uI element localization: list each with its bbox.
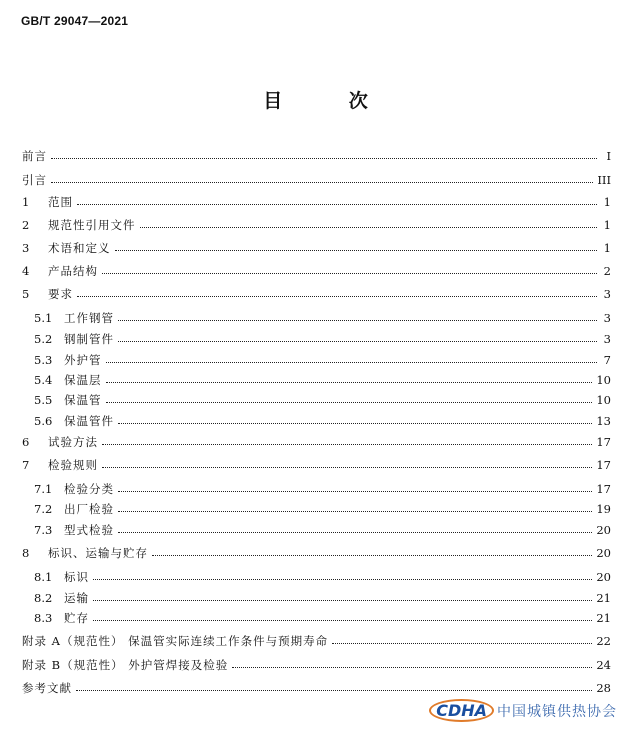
toc-entry[interactable] (22, 543, 611, 563)
toc-leader-dots (102, 466, 592, 468)
toc-entry-label: 保温管件 (64, 414, 114, 428)
toc-entry-number: 7.3 (34, 523, 53, 537)
toc-entry-label: 检验规则 (48, 458, 98, 472)
toc-entry-label: 要求 (48, 287, 73, 301)
toc-entry-number: 2 (22, 218, 30, 232)
toc-leader-dots (232, 666, 592, 668)
toc-entry[interactable] (22, 655, 611, 675)
toc-entry-label: 贮存 (64, 611, 89, 625)
toc-leader-dots (118, 340, 597, 342)
toc-entry-number: 5.4 (34, 373, 53, 387)
toc-entry-number: 5.3 (34, 353, 53, 367)
toc-entry[interactable] (22, 678, 611, 698)
toc-leader-dots (140, 226, 598, 228)
toc-leader-dots (51, 181, 593, 183)
toc-entry-label: 规范性引用文件 (48, 218, 136, 232)
toc-entry-page: 20 (596, 523, 611, 537)
toc-entry[interactable] (22, 631, 611, 651)
toc-entry[interactable] (34, 479, 611, 499)
toc-leader-dots (118, 531, 592, 533)
toc-entry[interactable] (34, 499, 611, 519)
toc-entry-page: 2 (603, 264, 611, 278)
toc-entry-number: 6 (22, 435, 30, 449)
toc-entry-page: 24 (596, 658, 611, 672)
toc-leader-dots (152, 554, 592, 556)
toc-entry-page: 20 (596, 546, 611, 560)
toc-entry-number: 7 (22, 458, 30, 472)
toc-entry-page: 10 (596, 373, 611, 387)
toc-entry-number: 5.2 (34, 332, 53, 346)
toc-leader-dots (106, 361, 598, 363)
toc-entry[interactable] (22, 261, 611, 281)
toc-entry-page: 21 (596, 611, 611, 625)
toc-entry[interactable] (22, 284, 611, 304)
watermark-logo-icon: CDHA (429, 699, 494, 722)
toc-entry[interactable] (22, 238, 611, 258)
toc-entry-label: 试验方法 (48, 435, 98, 449)
toc-entry[interactable] (34, 608, 611, 628)
toc-entry-page: 10 (596, 393, 611, 407)
toc-entry-label: 术语和定义 (48, 241, 111, 255)
toc-entry-label: 检验分类 (64, 482, 114, 496)
toc-entry-number: 8.3 (34, 611, 53, 625)
toc-entry-label: 引言 (22, 173, 47, 187)
watermark-text: 中国城镇供热协会 (497, 703, 617, 720)
toc-entry-page: 1 (603, 218, 611, 232)
toc-entry-label: 型式检验 (64, 523, 114, 537)
toc-entry-label: 参考文献 (22, 681, 72, 695)
toc-entry-page: 21 (596, 591, 611, 605)
toc-entry-number: 8.2 (34, 591, 53, 605)
toc-leader-dots (332, 642, 592, 644)
toc-entry-label: 附录 B（规范性） 外护管焊接及检验 (22, 658, 229, 672)
standard-code: GB/T 29047—2021 (21, 14, 129, 28)
toc-entry-number: 5.1 (34, 311, 53, 325)
toc-entry-number: 5.6 (34, 414, 53, 428)
toc-entry-label: 产品结构 (48, 264, 98, 278)
toc-entry-label: 保温管 (64, 393, 102, 407)
toc-entry-label: 标识、运输与贮存 (48, 546, 148, 560)
toc-entry-page: 1 (603, 195, 611, 209)
toc-entry[interactable] (22, 146, 611, 166)
toc-entry[interactable] (34, 370, 611, 390)
toc-entry-page: 17 (596, 458, 611, 472)
toc-entry[interactable] (34, 390, 611, 410)
toc-entry-label: 运输 (64, 591, 89, 605)
toc-leader-dots (106, 381, 593, 383)
toc-leader-dots (77, 295, 597, 297)
toc-entry-label: 附录 A（规范性） 保温管实际连续工作条件与预期寿命 (22, 634, 329, 648)
toc-entry[interactable] (22, 192, 611, 212)
toc-leader-dots (77, 203, 597, 205)
toc-leader-dots (76, 689, 592, 691)
toc-entry-page: 28 (596, 681, 611, 695)
toc-entry-number: 7.1 (34, 482, 53, 496)
toc-entry-page: 3 (603, 287, 611, 301)
toc-entry-number: 4 (22, 264, 30, 278)
toc-entry-page: 1 (603, 241, 611, 255)
toc-entry[interactable] (22, 455, 611, 475)
page-title: 目 次 (263, 90, 398, 112)
toc-leader-dots (51, 157, 597, 159)
toc-entry-page: 20 (596, 570, 611, 584)
toc-entry-page: 19 (596, 502, 611, 516)
toc-entry-number: 8.1 (34, 570, 53, 584)
toc-entry[interactable] (34, 350, 611, 370)
toc-entry-number: 7.2 (34, 502, 53, 516)
toc-entry[interactable] (22, 170, 611, 190)
toc-entry-page: 3 (603, 311, 611, 325)
toc-entry-number: 1 (22, 195, 30, 209)
toc-entry-label: 标识 (64, 570, 89, 584)
toc-entry-page: 17 (596, 435, 611, 449)
toc-leader-dots (106, 401, 593, 403)
toc-leader-dots (93, 619, 592, 621)
toc-entry[interactable] (34, 329, 611, 349)
toc-entry[interactable] (22, 215, 611, 235)
toc-entry-page: III (597, 173, 611, 187)
toc-entry[interactable] (34, 567, 611, 587)
toc-leader-dots (118, 319, 597, 321)
toc-leader-dots (102, 443, 592, 445)
toc-entry-number: 5 (22, 287, 30, 301)
toc-entry-label: 工作钢管 (64, 311, 114, 325)
toc-entry[interactable] (34, 308, 611, 328)
toc-entry[interactable] (34, 411, 611, 431)
toc-entry-page: 7 (603, 353, 611, 367)
toc-leader-dots (118, 510, 592, 512)
toc-leader-dots (93, 599, 592, 601)
toc-leader-dots (115, 249, 598, 251)
toc-leader-dots (118, 490, 592, 492)
toc-entry[interactable] (34, 520, 611, 540)
toc-entry-label: 前言 (22, 149, 47, 163)
toc-entry-page: I (606, 149, 611, 163)
toc-entry-label: 外护管 (64, 353, 102, 367)
toc-entry-label: 保温层 (64, 373, 102, 387)
toc-entry-page: 3 (603, 332, 611, 346)
toc-entry[interactable] (22, 432, 611, 452)
toc-entry-page: 17 (596, 482, 611, 496)
toc-entry-label: 范围 (48, 195, 73, 209)
toc-entry-page: 22 (596, 634, 611, 648)
toc-entry-page: 13 (596, 414, 611, 428)
toc-leader-dots (93, 578, 592, 580)
toc-leader-dots (102, 272, 597, 274)
toc-entry-label: 出厂检验 (64, 502, 114, 516)
toc-entry[interactable] (34, 588, 611, 608)
toc-leader-dots (118, 422, 592, 424)
toc-entry-label: 钢制管件 (64, 332, 114, 346)
toc-entry-number: 5.5 (34, 393, 53, 407)
toc-entry-number: 8 (22, 546, 30, 560)
watermark (429, 699, 617, 722)
toc-entry-number: 3 (22, 241, 30, 255)
